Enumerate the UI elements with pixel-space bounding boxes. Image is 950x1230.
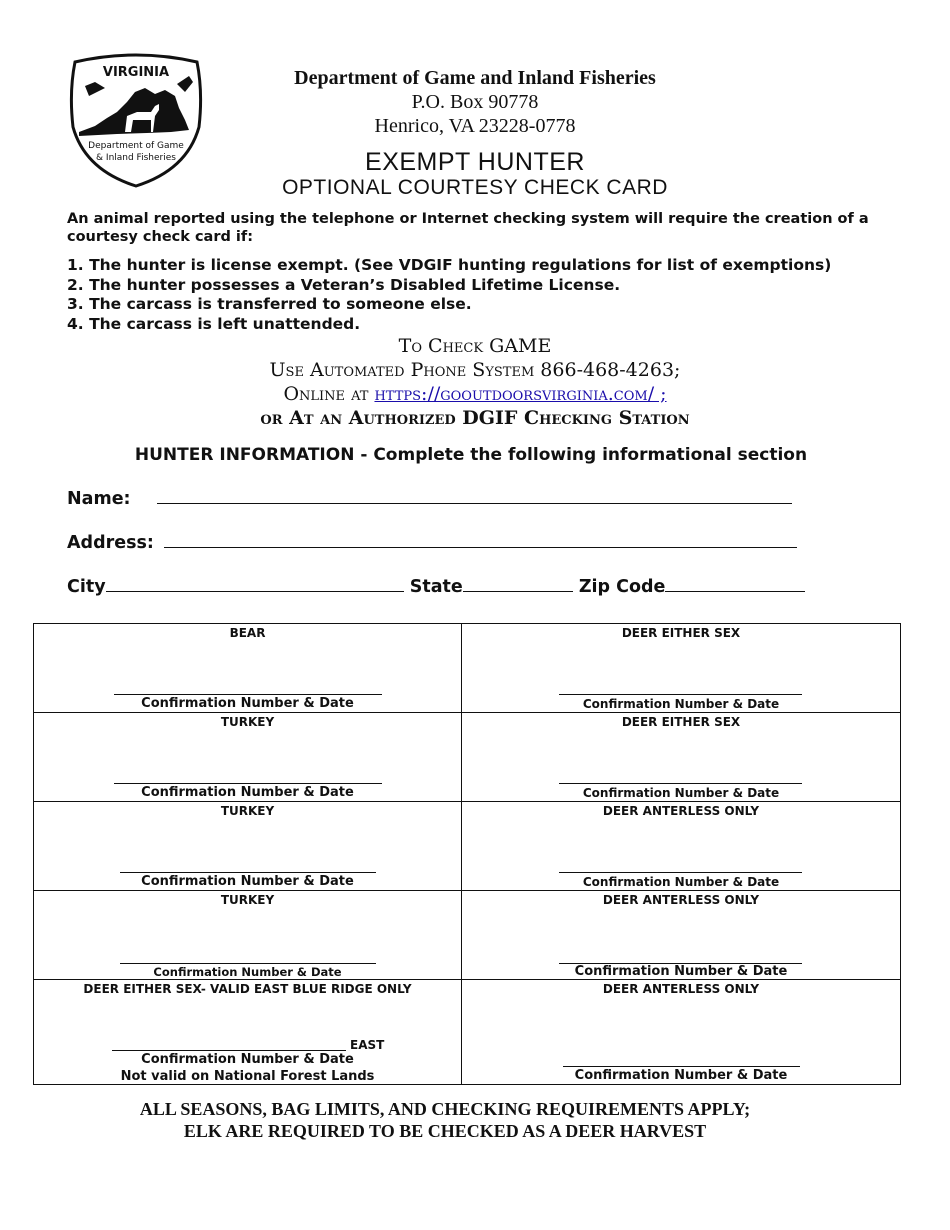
confirmation-line[interactable] (112, 1050, 346, 1051)
department-header (200, 66, 750, 138)
check-line3 (0, 382, 950, 406)
list-item: 1. The hunter is license exempt. (See VDGIF hunting regulations for list of exemptions) (67, 256, 832, 274)
intro-text: An animal reported using the telephone or Internet checking system will require the creation of a courtesy check card if: (67, 211, 869, 245)
check-cell (34, 891, 462, 980)
check-cell (34, 624, 462, 713)
address-row (67, 530, 797, 553)
hunter-info-heading: HUNTER INFORMATION - Complete the following informational section (134, 445, 808, 465)
confirmation-label: Confirmation Number & Date (582, 875, 780, 889)
cell-title: DEER EITHER SEX- VALID EAST BLUE RIDGE ONLY (83, 982, 412, 996)
confirmation-line[interactable] (559, 694, 802, 695)
forest-note: Not valid on National Forest Lands (120, 1069, 375, 1084)
check-line4: or At an Authorized DGIF Checking Station (260, 407, 690, 429)
logo-line1: Department of Game (88, 141, 184, 151)
list-item: 2. The hunter possesses a Veteran’s Disabled Lifetime License. (67, 275, 621, 294)
website-link[interactable]: https://gooutdoorsvirginia.com/ ; (374, 383, 667, 405)
confirmation-label: Confirmation Number & Date (574, 1068, 788, 1083)
cell-title: TURKEY (220, 715, 275, 729)
confirmation-label: Confirmation Number & Date (574, 964, 788, 979)
state-field[interactable] (463, 574, 573, 592)
confirmation-line[interactable] (114, 694, 382, 695)
address-field[interactable] (164, 530, 797, 548)
check-cell (462, 891, 901, 980)
confirmation-line[interactable] (563, 1066, 800, 1067)
check-cell (34, 802, 462, 891)
confirmation-line[interactable] (120, 872, 376, 873)
list-item: 4. The carcass is left unattended. (67, 315, 361, 334)
address-label: Address: (67, 533, 154, 553)
cell-title: DEER ANTERLESS ONLY (602, 982, 760, 996)
east-label: EAST (350, 1038, 385, 1052)
confirmation-line[interactable] (559, 783, 802, 784)
confirmation-label: Confirmation Number & Date (141, 874, 354, 889)
cell-title: BEAR (229, 626, 266, 640)
check-cell (462, 624, 901, 713)
check-card-grid (33, 623, 901, 1085)
confirmation-label: Confirmation Number & Date (141, 785, 354, 800)
confirmation-line[interactable] (114, 783, 382, 784)
check-instructions (0, 334, 950, 430)
form-title: EXEMPT HUNTER (365, 148, 585, 176)
check-cell (34, 713, 462, 802)
cell-title: DEER ANTERLESS ONLY (602, 893, 760, 907)
logo-line2: & Inland Fisheries (96, 153, 176, 163)
confirmation-label: Confirmation Number & Date (141, 696, 354, 711)
online-prefix: Online at (283, 383, 375, 405)
state-label: State (409, 577, 463, 597)
check-cell (462, 802, 901, 891)
logo-arc-text: VIRGINIA (102, 65, 170, 80)
list-item: 3. The carcass is transferred to someone else. (67, 295, 472, 314)
footer-line1: ALL SEASONS, BAG LIMITS, AND CHECKING REQUIREMENTS APPLY; (139, 1099, 751, 1119)
city-label: City (67, 577, 106, 597)
city-line: Henrico, VA 23228-0778 (374, 115, 576, 137)
zip-field[interactable] (665, 574, 805, 592)
check-cell (462, 713, 901, 802)
zip-label: Zip Code (578, 577, 666, 597)
department-name: Department of Game and Inland Fisheries (294, 67, 656, 89)
cell-title: TURKEY (220, 893, 275, 907)
check-line1: To Check GAME (398, 335, 552, 357)
footer-notice (0, 1098, 890, 1142)
cell-title: TURKEY (220, 804, 275, 818)
confirmation-label: Confirmation Number & Date (141, 1052, 354, 1067)
name-row (67, 486, 792, 509)
cell-title: DEER EITHER SEX (621, 626, 741, 640)
cell-title: DEER EITHER SEX (621, 715, 741, 729)
cell-title: DEER ANTERLESS ONLY (602, 804, 760, 818)
confirmation-line[interactable] (120, 963, 376, 964)
footer-line2: ELK ARE REQUIRED TO BE CHECKED AS A DEER HARVEST (183, 1121, 707, 1141)
reasons-list (67, 256, 887, 335)
name-label: Name: (67, 489, 131, 509)
form-subtitle: OPTIONAL COURTESY CHECK CARD (282, 176, 668, 199)
city-state-zip-row (67, 574, 805, 597)
check-line2: Use Automated Phone System 866-468-4263; (269, 359, 681, 381)
check-cell (462, 980, 901, 1085)
confirmation-line[interactable] (559, 872, 802, 873)
confirmation-label: Confirmation Number & Date (153, 965, 342, 979)
confirmation-label: Confirmation Number & Date (582, 697, 780, 711)
city-field[interactable] (106, 574, 404, 592)
confirmation-label: Confirmation Number & Date (582, 786, 780, 800)
check-cell (34, 980, 462, 1085)
po-box: P.O. Box 90778 (411, 91, 539, 113)
name-field[interactable] (157, 486, 792, 504)
